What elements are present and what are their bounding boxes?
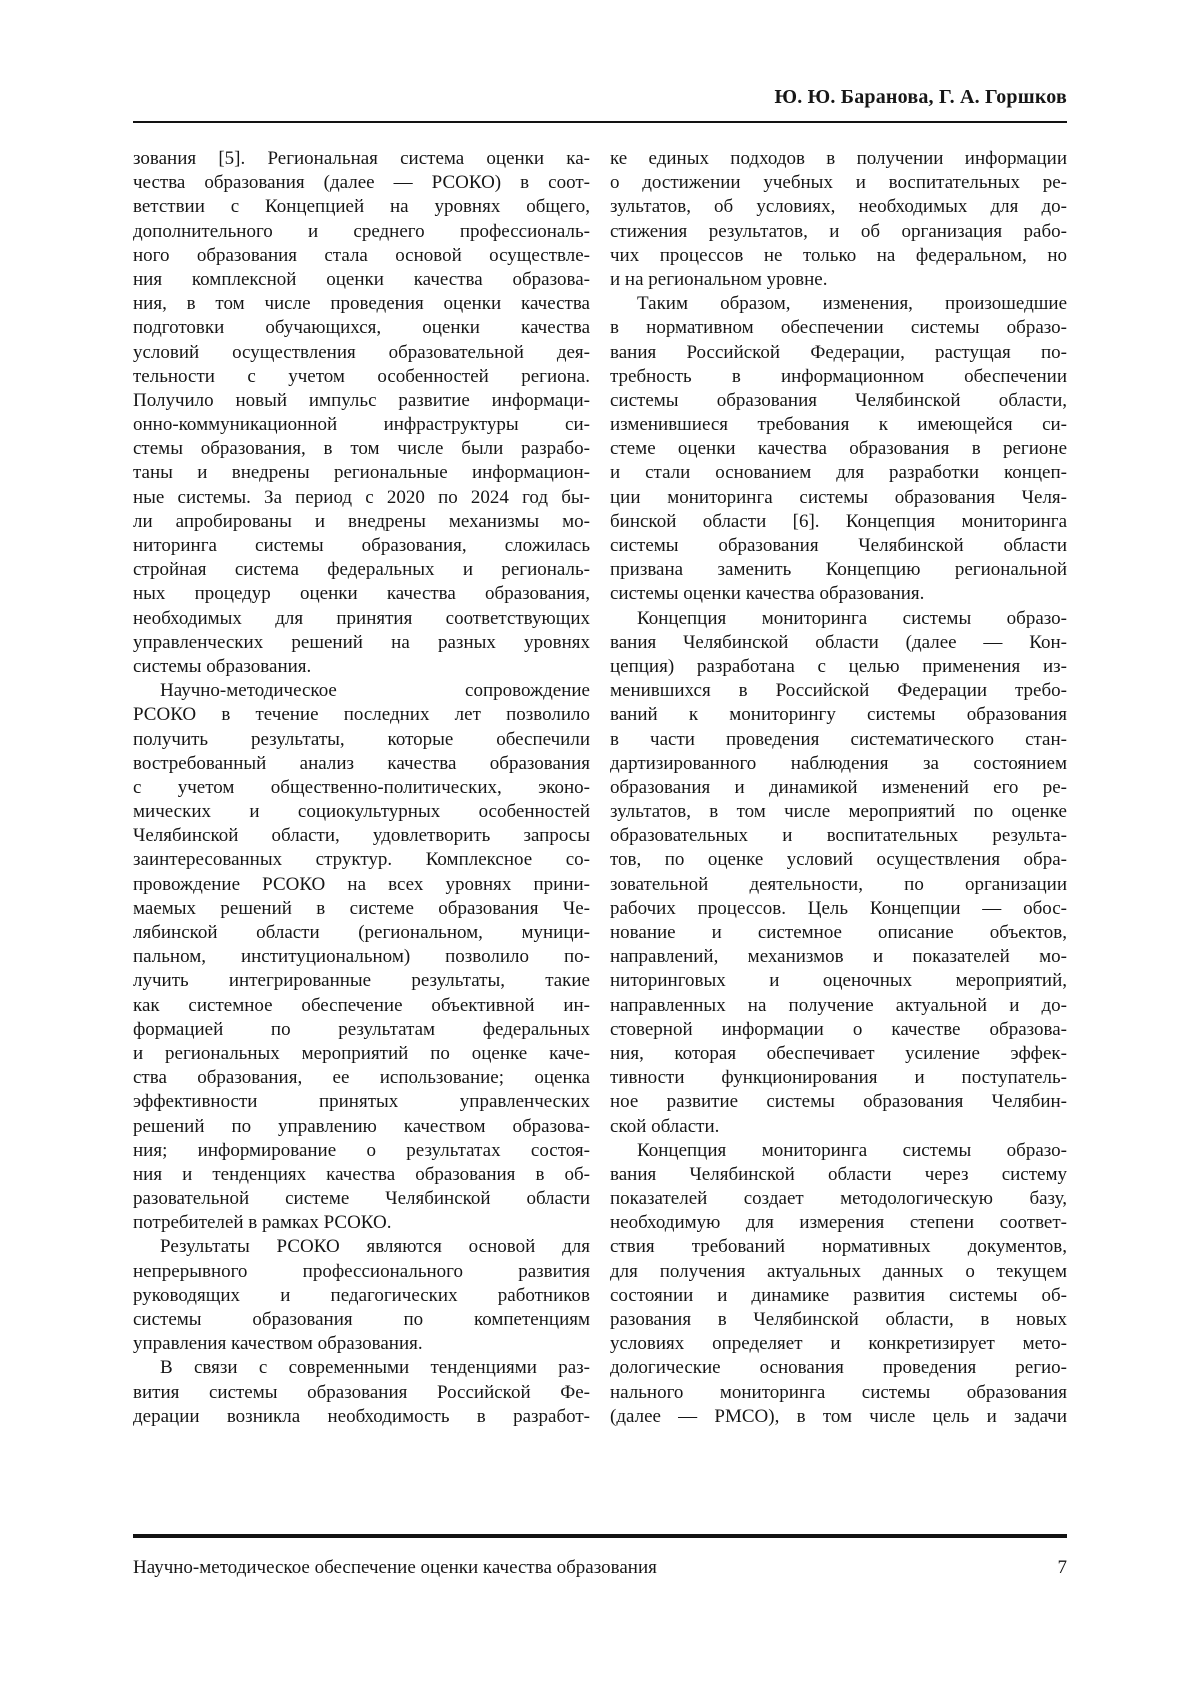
text-line: пальном, институциональном) позволило по- <box>133 946 590 968</box>
text-line: подготовки обучающихся, оценки качества <box>133 317 590 339</box>
text-line: лучить интегрированные результаты, такие <box>133 970 590 992</box>
text-line: менившихся в Российской Федерации требо- <box>610 680 1067 702</box>
text-line: условиях определяет и конкретизирует мето- <box>610 1333 1067 1355</box>
text-line: разовательной системе Челябинской области <box>133 1188 590 1210</box>
text-line: тивности функционирования и поступатель- <box>610 1067 1067 1089</box>
text-line: и стали основанием для разработки концеп- <box>610 462 1067 484</box>
text-line: зультатов, в том числе мероприятий по оценке <box>610 801 1067 823</box>
text-line: необходимых для принятия соответствующих <box>133 607 590 629</box>
text-line: зования [5]. Региональная система оценки ка- <box>133 148 590 169</box>
text-line: нального мониторинга системы образования <box>610 1381 1067 1403</box>
text-line: таны и внедрены региональные информацион- <box>133 462 590 484</box>
text-line: ния и тенденциях качества образования в об- <box>133 1163 590 1185</box>
text-line: вития системы образования Российской Фе- <box>133 1381 590 1403</box>
text-line: ния комплексной оценки качества образова- <box>133 268 590 290</box>
text-line: (далее — РМСО), в том числе цель и задачи <box>610 1405 1067 1427</box>
text-line: ке единых подходов в получении информации <box>610 148 1067 169</box>
text-line: показателей создает методологическую базу, <box>610 1188 1067 1210</box>
text-line: системы образования Челябинской области, <box>610 389 1067 411</box>
page-header <box>133 0 1067 123</box>
text-line: изменившиеся требования к имеющейся си- <box>610 414 1067 436</box>
text-line: управления качеством образования. <box>133 1333 423 1355</box>
text-line: разования в Челябинской области, в новых <box>610 1309 1067 1330</box>
text-line: ния; информирование о результатах состоя- <box>133 1139 590 1161</box>
text-line: стройная система федеральных и региональ- <box>133 559 590 581</box>
text-line: дологические основания проведения регио- <box>610 1357 1067 1379</box>
text-line: ного образования стала основой осуществле- <box>133 244 590 266</box>
text-line: зультатов, об условиях, необходимых для до- <box>610 196 1067 218</box>
running-title: Научно-методическое обеспечение оценки качества образования <box>133 1557 657 1578</box>
text-line: стеме оценки качества образования в регионе <box>610 438 1067 460</box>
text-line: дартизированного наблюдения за состоянием <box>610 752 1067 774</box>
text-line: Результаты РСОКО являются основой для <box>160 1236 590 1258</box>
text-line: и региональных мероприятий по оценке каче- <box>133 1042 590 1064</box>
text-line: требность в информационном обеспечении <box>610 365 1067 387</box>
column-left <box>133 147 590 1429</box>
text-line: ния, которая обеспечивает усиление эффек- <box>610 1042 1067 1064</box>
text-line: онно-коммуникационной инфраструктуры си- <box>133 414 590 436</box>
text-line: потребителей в рамках РСОКО. <box>133 1212 392 1234</box>
text-line: Концепция мониторинга системы образо- <box>637 607 1067 629</box>
text-line: ваний к мониторингу системы образования <box>610 704 1067 726</box>
text-line: в части проведения систематического стан- <box>610 728 1067 750</box>
text-line: Научно-методическое сопровождение <box>160 680 590 702</box>
text-line: рабочих процессов. Цель Концепции — обос- <box>610 897 1067 919</box>
text-line: ное развитие системы образования Челябин- <box>610 1091 1067 1113</box>
text-line: Концепция мониторинга системы образо- <box>637 1139 1067 1161</box>
text-line: образовательных и воспитательных результа- <box>610 825 1067 847</box>
footer-rule <box>133 1534 1067 1538</box>
text-line: Челябинской области, удовлетворить запросы <box>133 825 590 847</box>
header-rule <box>133 121 1067 123</box>
text-line: системы образования по компетенциям <box>133 1309 590 1330</box>
text-line: ные системы. За период с 2020 по 2024 год бы- <box>133 486 590 508</box>
text-line: ства образования, ее использование; оценка <box>133 1067 590 1089</box>
page-number: 7 <box>1057 1557 1067 1578</box>
text-line: направленных на получение актуальной и до- <box>610 994 1067 1016</box>
text-line: провождение РСОКО на всех уровнях прини- <box>133 873 590 895</box>
text-line: заинтересованных структур. Комплексное со- <box>133 849 590 871</box>
column-right <box>610 147 1067 1429</box>
text-line: как системное обеспечение объективной ин- <box>133 994 590 1016</box>
text-line: условий осуществления образовательной дея- <box>133 341 590 363</box>
text-line: цепция) разработана с целью применения из- <box>610 655 1067 677</box>
text-line: зовательной деятельности, по организации <box>610 873 1067 895</box>
text-line: руководящих и педагогических работников <box>133 1284 590 1306</box>
text-line: образования и динамикой изменений его ре- <box>610 776 1067 798</box>
text-line: тельности с учетом особенностей региона. <box>133 365 590 387</box>
text-line: ветствии с Концепцией на уровнях общего, <box>133 196 590 218</box>
text-line: формацией по результатам федеральных <box>133 1018 590 1040</box>
text-line: В связи с современными тенденциями раз- <box>160 1357 590 1379</box>
text-line: стемы образования, в том числе были разрабо- <box>133 438 590 460</box>
authors-line: Ю. Ю. Баранова, Г. А. Горшков <box>774 86 1067 108</box>
text-line: ции мониторинга системы образования Челя- <box>610 486 1067 508</box>
text-line: Таким образом, изменения, произошедшие <box>637 293 1067 315</box>
text-line: с учетом общественно-политических, эконо- <box>133 776 590 798</box>
text-line: ствия требований нормативных документов, <box>610 1236 1067 1258</box>
text-line: ных процедур оценки качества образования, <box>133 583 590 605</box>
text-line: системы образования. <box>133 655 312 677</box>
text-line: системы образования Челябинской области <box>610 535 1067 556</box>
text-line: вания Челябинской области через систему <box>610 1163 1067 1185</box>
text-line: получить результаты, которые обеспечили <box>133 728 590 750</box>
text-line: состоянии и динамике развития системы об- <box>610 1284 1067 1306</box>
text-line: тов, по оценке условий осуществления обра- <box>610 849 1067 871</box>
text-line: и на региональном уровне. <box>610 268 828 290</box>
text-line: необходимую для измерения степени соответ- <box>610 1212 1067 1234</box>
text-line: нование и системное описание объектов, <box>610 922 1067 943</box>
text-line: вания Российской Федерации, растущая по- <box>610 341 1067 363</box>
text-line: вания Челябинской области (далее — Кон- <box>610 631 1067 653</box>
text-line: дерации возникла необходимость в разработ- <box>133 1405 590 1427</box>
two-column-text <box>133 147 1067 1429</box>
text-line: ниторинга системы образования, сложилась <box>133 535 590 556</box>
text-line: управленческих решений на разных уровнях <box>133 631 590 653</box>
text-line: системы оценки качества образования. <box>610 583 925 605</box>
text-line: направлений, механизмов и показателей мо- <box>610 946 1067 968</box>
text-line: лябинской области (региональном, муници- <box>133 922 590 943</box>
text-line: эффективности принятых управленческих <box>133 1091 590 1113</box>
text-line: в нормативном обеспечении системы образо- <box>610 317 1067 339</box>
text-line: дополнительного и среднего профессиональ- <box>133 220 590 242</box>
text-line: ниторинговых и оценочных мероприятий, <box>610 970 1067 992</box>
text-line: бинской области [6]. Концепция мониторинга <box>610 510 1067 532</box>
text-line: чих процессов не только на федеральном, но <box>610 244 1067 266</box>
text-line: ния, в том числе проведения оценки качества <box>133 293 590 315</box>
text-line: Получило новый импульс развитие информаци- <box>133 389 590 411</box>
text-line: РСОКО в течение последних лет позволило <box>133 704 590 726</box>
text-line: стижения результатов, и об организация рабо- <box>610 220 1067 242</box>
text-line: о достижении учебных и воспитательных ре- <box>610 172 1067 194</box>
text-line: востребованный анализ качества образования <box>133 752 590 774</box>
page-footer <box>133 1556 1067 1580</box>
text-line: маемых решений в системе образования Че- <box>133 897 590 919</box>
text-line: непрерывного профессионального развития <box>133 1260 590 1282</box>
text-line: стоверной информации о качестве образова- <box>610 1018 1067 1040</box>
text-line: ли апробированы и внедрены механизмы мо- <box>133 510 590 532</box>
text-line: для получения актуальных данных о текущем <box>610 1260 1067 1282</box>
text-line: мических и социокультурных особенностей <box>133 801 590 823</box>
text-line: чества образования (далее — РСОКО) в соот- <box>133 172 590 194</box>
text-line: решений по управлению качеством образова- <box>133 1115 590 1137</box>
text-line: ской области. <box>610 1115 720 1137</box>
text-line: призвана заменить Концепцию региональной <box>610 559 1067 581</box>
